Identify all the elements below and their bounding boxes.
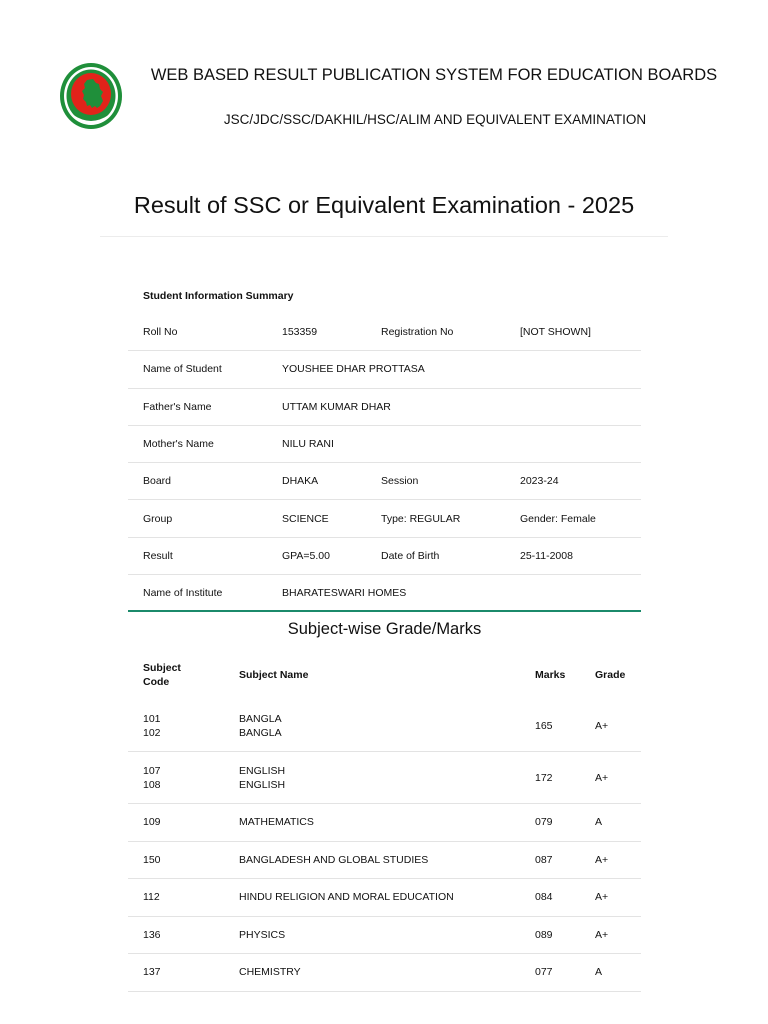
header-subject-name: Subject Name	[239, 669, 309, 681]
info-label: Result	[143, 549, 173, 562]
info-value: 2023-24	[520, 475, 559, 488]
subject-marks: 084	[535, 891, 553, 904]
subject-code: 150	[143, 853, 161, 866]
header-marks: Marks	[535, 669, 566, 681]
subject-grade: A+	[595, 853, 609, 866]
info-row-student-name	[128, 351, 641, 388]
subject-name: CHEMISTRY	[239, 966, 301, 979]
subject-name: HINDU RELIGION AND MORAL EDUCATION	[239, 891, 454, 904]
subject-grade: A+	[595, 771, 609, 784]
subject-name-cell	[239, 764, 285, 792]
subject-code-cell	[143, 764, 161, 792]
header-grade: Grade	[595, 669, 626, 681]
subject-grade: A	[595, 816, 603, 829]
info-label: Name of Institute	[143, 586, 223, 599]
subject-grade: A+	[595, 928, 609, 941]
subject-code-cell	[143, 712, 161, 740]
info-label: Session	[381, 475, 419, 488]
info-value: SCIENCE	[282, 512, 329, 525]
student-info-table	[128, 278, 641, 612]
title-divider	[100, 236, 668, 237]
subject-name: BANGLA	[239, 712, 282, 725]
info-value: UTTAM KUMAR DHAR	[282, 400, 391, 413]
table-row	[128, 842, 641, 880]
subject-code: 102	[143, 726, 161, 739]
info-value: DHAKA	[282, 475, 319, 488]
info-label: Father's Name	[143, 400, 212, 413]
student-info-heading: Student Information Summary	[143, 290, 294, 302]
subject-marks: 077	[535, 966, 553, 979]
info-row-group	[128, 500, 641, 537]
info-label: Board	[143, 475, 172, 488]
subject-name-cell	[239, 712, 282, 740]
table-row	[128, 879, 641, 917]
subject-code: 136	[143, 928, 161, 941]
table-row	[128, 917, 641, 955]
system-subtitle: JSC/JDC/SSC/DAKHIL/HSC/ALIM AND EQUIVALENT EXAMINATION	[223, 112, 647, 127]
subject-marks: 165	[535, 719, 553, 732]
system-title: WEB BASED RESULT PUBLICATION SYSTEM FOR EDUCATION BOARDS	[150, 66, 718, 84]
info-row-institute	[128, 575, 641, 612]
info-row-board	[128, 463, 641, 500]
table-row	[128, 804, 641, 842]
subject-grade: A	[595, 966, 603, 979]
info-label: Registration No	[381, 326, 454, 339]
info-value: YOUSHEE DHAR PROTTASA	[282, 363, 425, 376]
subject-marks: 079	[535, 816, 553, 829]
info-label: Date of Birth	[381, 549, 440, 562]
info-label: Type: REGULAR	[381, 512, 461, 525]
subject-name: MATHEMATICS	[239, 816, 314, 829]
subject-marks: 089	[535, 928, 553, 941]
info-value: 25-11-2008	[520, 549, 573, 562]
info-value: NILU RANI	[282, 438, 334, 451]
info-label: Roll No	[143, 326, 178, 339]
info-label: Mother's Name	[143, 438, 214, 451]
header-code-line1: Subject	[143, 662, 181, 674]
info-label: Group	[143, 512, 173, 525]
subject-marks: 172	[535, 771, 553, 784]
subject-name: ENGLISH	[239, 764, 286, 777]
subject-code: 108	[143, 778, 161, 791]
subject-code: 101	[143, 712, 161, 725]
subject-grade: A+	[595, 891, 609, 904]
info-value: GPA=5.00	[282, 549, 330, 562]
info-value: 153359	[282, 326, 318, 339]
table-row	[128, 954, 641, 992]
subject-name: BANGLADESH AND GLOBAL STUDIES	[239, 853, 429, 866]
subject-marks: 087	[535, 853, 553, 866]
grades-table	[128, 650, 641, 992]
subject-code: 109	[143, 816, 161, 829]
header-subject-code	[143, 661, 181, 689]
subject-name: BANGLA	[239, 726, 282, 739]
info-value: [NOT SHOWN]	[520, 326, 591, 339]
page-title: Result of SSC or Equivalent Examination - 2025	[133, 192, 635, 218]
info-value: Gender: Female	[520, 512, 596, 525]
grades-title: Subject-wise Grade/Marks	[287, 620, 482, 638]
grades-header-row	[128, 650, 641, 700]
info-row-roll	[128, 314, 641, 351]
subject-code: 112	[143, 891, 160, 904]
subject-grade: A+	[595, 719, 609, 732]
table-row	[128, 752, 641, 804]
info-row-mother-name	[128, 426, 641, 463]
info-value: BHARATESWARI HOMES	[282, 586, 407, 599]
subject-name: ENGLISH	[239, 778, 286, 791]
info-row-father-name	[128, 389, 641, 426]
table-row	[128, 700, 641, 752]
subject-code: 107	[143, 764, 161, 777]
info-label: Name of Student	[143, 363, 222, 376]
header-code-line2: Code	[143, 676, 170, 688]
subject-code: 137	[143, 966, 161, 979]
subject-name: PHYSICS	[239, 928, 286, 941]
bangladesh-government-seal-icon	[59, 62, 123, 130]
info-row-result	[128, 538, 641, 575]
